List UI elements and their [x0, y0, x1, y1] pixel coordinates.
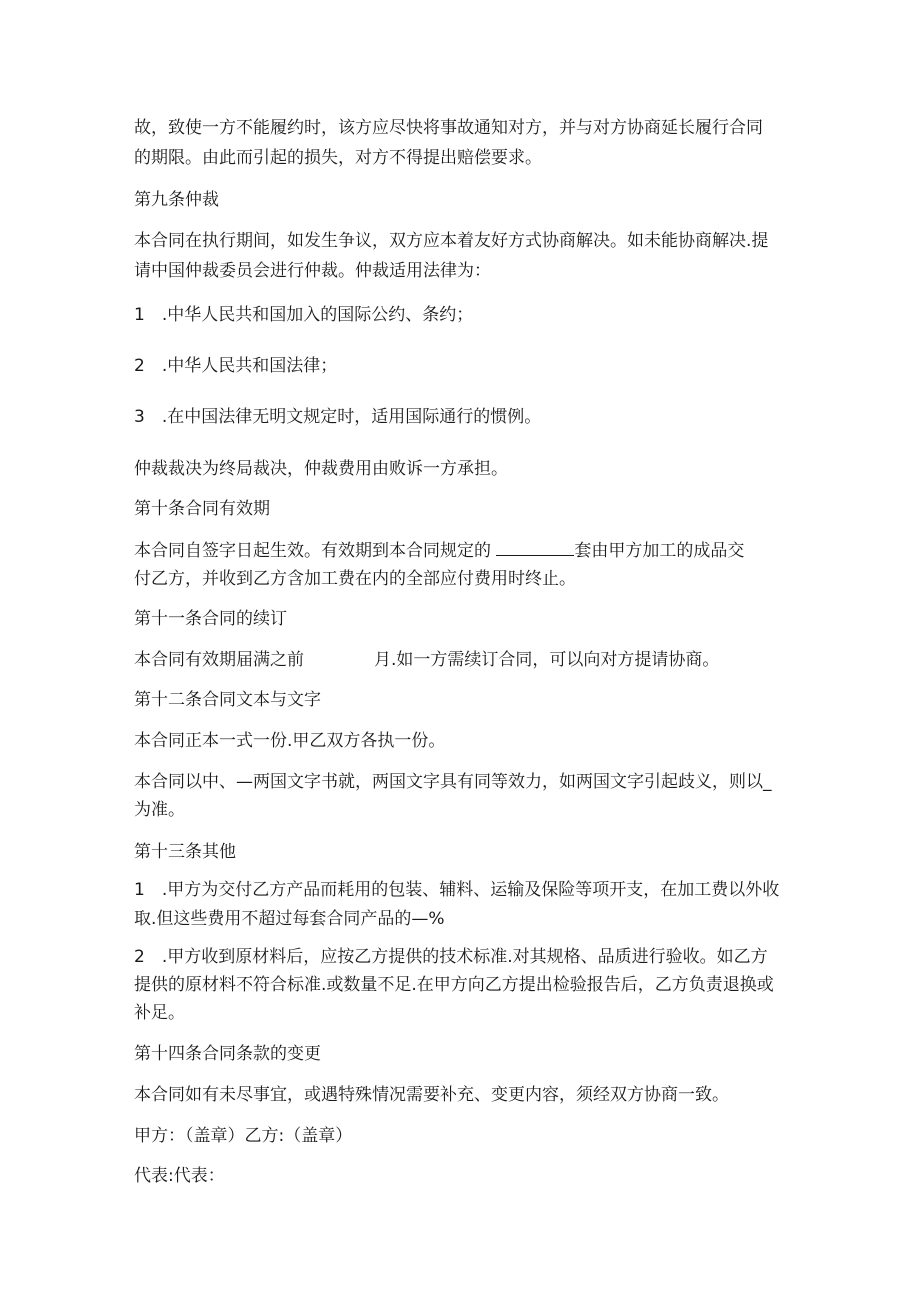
section-heading-12: 第十二条合同文本与文字 — [134, 690, 321, 710]
list-item: 2 .甲方收到原材料后，应按乙方提供的技术标准.对其规格、品质进行验收。如乙方 — [134, 947, 768, 967]
text-segment: 月.如一方需续订合同，可以向对方提请协商。 — [374, 650, 720, 670]
list-item: 2 .中华人民共和国法律； — [134, 356, 338, 376]
paragraph-line: 取.但这些费用不超过每套合同产品的—% — [134, 909, 445, 929]
text-segment: 本合同自签字日起生效。有效期到本合同规定的 — [134, 541, 497, 561]
list-item: 1 .甲方为交付乙方产品而耗用的包装、辅料、运输及保险等项开支，在加工费以外收 — [134, 880, 780, 900]
blank-underline — [496, 538, 574, 556]
section-heading-14: 第十四条合同条款的变更 — [134, 1044, 321, 1064]
list-item: 3 .在中国法律无明文规定时，适用国际通行的惯例。 — [134, 407, 542, 427]
paragraph-line: 请中国仲裁委员会进行仲裁。仲裁适用法律为： — [134, 261, 491, 281]
paragraph-line: 提供的原材料不符合标准.或数量不足.在甲方向乙方提出检验报告后，乙方负责退换或 — [134, 975, 774, 995]
section-heading-13: 第十三条其他 — [134, 842, 236, 862]
paragraph-line — [134, 538, 744, 563]
paragraph-line: 本合同正本一式一份.甲乙双方各执一份。 — [134, 731, 446, 751]
paragraph-line: 的期限。由此而引起的损失，对方不得提出赔偿要求。 — [134, 148, 542, 168]
paragraph-line: 本合同在执行期间，如发生争议，双方应本着友好方式协商解决。如未能协商解决.提 — [134, 231, 769, 251]
paragraph-line: 故，致使一方不能履约时，该方应尽快将事故通知对方，并与对方协商延长履行合同 — [134, 118, 763, 138]
representative-line: 代表:代表： — [134, 1166, 225, 1186]
section-heading-10: 第十条合同有效期 — [134, 499, 270, 519]
paragraph-line: 本合同如有未尽事宜，或遇特殊情况需要补充、变更内容，须经双方协商一致。 — [134, 1085, 729, 1105]
section-heading-9: 第九条仲裁 — [134, 190, 219, 210]
signature-line: 甲方：（盖章）乙方:（盖章） — [134, 1126, 353, 1146]
paragraph-line: 本合同以中、—两国文字书就，两国文字具有同等效力，如两国文字引起歧义，则以_ — [134, 772, 772, 792]
paragraph-line: 仲裁裁决为终局裁决，仲裁费用由败诉一方承担。 — [134, 459, 508, 479]
section-heading-11: 第十一条合同的续订 — [134, 609, 287, 629]
paragraph-line: 为准。 — [134, 800, 185, 820]
paragraph-line — [134, 648, 719, 672]
text-segment: 套由甲方加工的成品交 — [574, 541, 745, 561]
text-segment: 本合同有效期届满之前 — [134, 650, 304, 670]
paragraph-line: 付乙方，并收到乙方含加工费在内的全部应付费用时终止。 — [134, 569, 576, 589]
paragraph-line: 补足。 — [134, 1003, 185, 1023]
list-item: 1 .中华人民共和国加入的国际公约、条约； — [134, 305, 474, 325]
